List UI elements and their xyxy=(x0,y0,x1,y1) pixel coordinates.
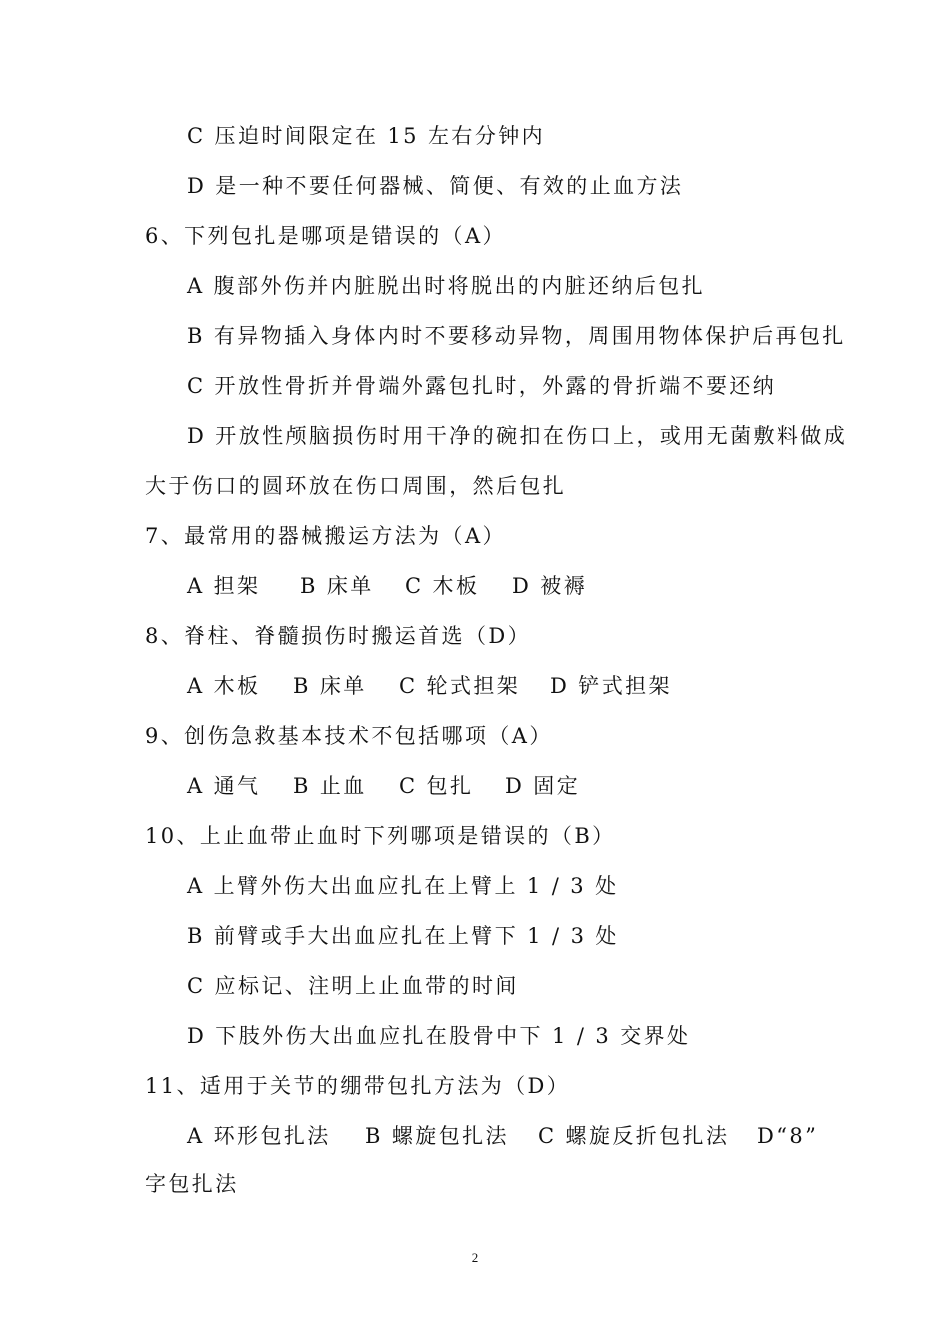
q11-option-c: C 螺旋反折包扎法 xyxy=(538,1124,730,1148)
q11-option-b: B 螺旋包扎法 xyxy=(365,1124,509,1148)
page-number: 2 xyxy=(471,1250,479,1265)
question-10: 10、上止血带止血时下列哪项是错误的（B） xyxy=(145,824,616,848)
question-11: 11、适用于关节的绷带包扎方法为（D） xyxy=(145,1074,571,1098)
q11-option-d: D“8” xyxy=(757,1124,819,1148)
q7-option-d: D 被褥 xyxy=(512,574,588,598)
q8-option-a: A 木板 xyxy=(187,674,261,698)
q6-option-d-continued: 大于伤口的圆环放在伤口周围，然后包扎 xyxy=(145,474,567,498)
question-9: 9、创伤急救基本技术不包括哪项（A） xyxy=(145,724,553,748)
question-8: 8、脊柱、脊髓损伤时搬运首选（D） xyxy=(145,624,531,648)
q10-option-a: A 上臂外伤大出血应扎在上臂上 1 / 3 处 xyxy=(187,874,619,898)
q11-option-a: A 环形包扎法 xyxy=(187,1124,331,1148)
q9-option-a: A 通气 xyxy=(187,774,261,798)
q8-option-c: C 轮式担架 xyxy=(399,674,521,698)
q6-option-d: D 开放性颅脑损伤时用干净的碗扣在伤口上，或用无菌敷料做成 xyxy=(187,424,848,448)
q11-option-d-continued: 字包扎法 xyxy=(145,1172,239,1196)
q8-option-b: B 床单 xyxy=(293,674,367,698)
question-6: 6、下列包扎是哪项是错误的（A） xyxy=(145,224,506,248)
q9-option-b: B 止血 xyxy=(293,774,367,798)
q9-option-c: C 包扎 xyxy=(399,774,474,798)
q6-option-c: C 开放性骨折并骨端外露包扎时，外露的骨折端不要还纳 xyxy=(187,374,777,398)
q7-option-c: C 木板 xyxy=(405,574,480,598)
q10-option-d: D 下肢外伤大出血应扎在股骨中下 1 / 3 交界处 xyxy=(187,1024,691,1048)
q10-option-c: C 应标记、注明上止血带的时间 xyxy=(187,974,519,998)
question-7: 7、最常用的器械搬运方法为（A） xyxy=(145,524,506,548)
q6-option-a: A 腹部外伤并内脏脱出时将脱出的内脏还纳后包扎 xyxy=(187,274,706,298)
q7-option-a: A 担架 xyxy=(187,574,261,598)
q7-option-b: B 床单 xyxy=(300,574,374,598)
q5-option-d: D 是一种不要任何器械、简便、有效的止血方法 xyxy=(187,174,684,198)
q8-option-d: D 铲式担架 xyxy=(550,674,672,698)
q6-option-b: B 有异物插入身体内时不要移动异物，周围用物体保护后再包扎 xyxy=(187,324,846,348)
q10-option-b: B 前臂或手大出血应扎在上臂下 1 / 3 处 xyxy=(187,924,619,948)
q5-option-c: C 压迫时间限定在 15 左右分钟内 xyxy=(187,124,546,148)
q9-option-d: D 固定 xyxy=(505,774,581,798)
